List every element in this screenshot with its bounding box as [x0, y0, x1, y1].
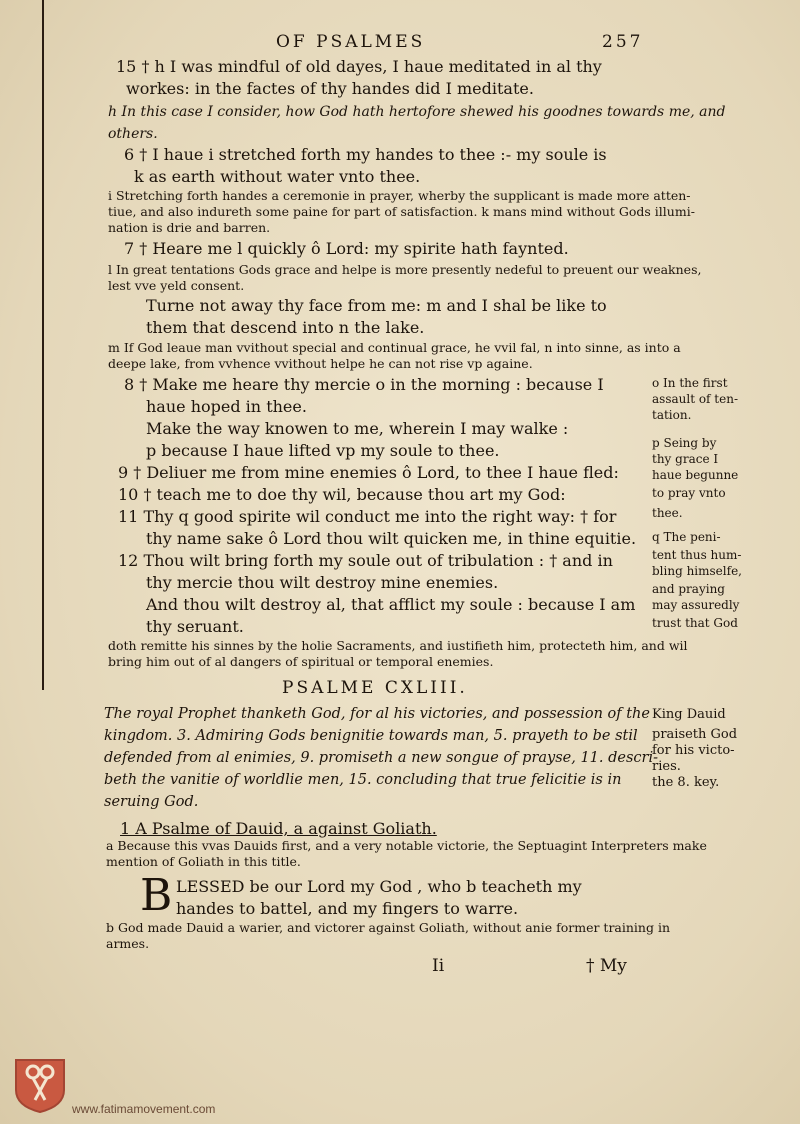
- annotation: a Because this vvas Dauids first, and a very notable victorie, the Septuagint Interpreters make: [106, 838, 707, 853]
- margin-note: may assuredly: [652, 598, 740, 612]
- verse-11: 11 Thy q good spirite wil conduct me into the right way: † for: [118, 507, 617, 526]
- verse-line: thy name sake ô Lord thou wilt quicken me, in thine equitie.: [146, 529, 637, 548]
- annotation: h In this case I consider, how God hath hertofore shewed his goodnes towards me, and: [108, 104, 726, 120]
- annotation: bring him out of al dangers of spiritual or temporal enemies.: [108, 654, 494, 669]
- margin-note: and praying: [652, 582, 725, 596]
- verse-8: 8 † Make me heare thy mercie o in the morning : because I: [124, 375, 604, 394]
- verse-6: 6 † I haue i stretched forth my handes to thee :- my soule is: [124, 145, 607, 164]
- margin-note: bling himselfe,: [652, 564, 742, 578]
- verse-1: LESSED be our Lord my God , who b teacheth my: [176, 877, 582, 896]
- margin-note: p Seing by: [652, 436, 717, 450]
- watermark-url[interactable]: www.fatimamovement.com: [72, 1102, 216, 1116]
- margin-note: for his victo-: [652, 743, 735, 758]
- annotation: m If God leaue man vvithout special and continual grace, he vvil fal, n into sinne, as into a: [108, 340, 681, 355]
- verse-line: k as earth without water vnto thee.: [134, 167, 421, 186]
- margin-note: q The peni-: [652, 530, 721, 544]
- margin-note: to pray vnto: [652, 486, 726, 500]
- verse-line: them that descend into n the lake.: [146, 318, 425, 337]
- page-number: 257: [602, 32, 644, 52]
- annotation: doth remitte his sinnes by the holie Sacraments, and iustifieth him, protecteth him, and wil: [108, 638, 688, 653]
- verse-line: thy seruant.: [146, 617, 244, 636]
- argument: kingdom. 3. Admiring Gods benignitie towards man, 5. prayeth to be stil: [104, 728, 638, 744]
- annotation: armes.: [106, 936, 150, 951]
- verse-line: handes to battel, and my fingers to warre.: [176, 899, 519, 918]
- verse-line: Turne not away thy face from me: m and I shal be like to: [146, 296, 607, 315]
- argument: The royal Prophet thanketh God, for al his victories, and possession of the: [104, 706, 650, 722]
- verse-7: 7 † Heare me l quickly ô Lord: my spirite hath faynted.: [124, 239, 569, 258]
- margin-note: o In the first: [652, 376, 728, 390]
- psalm-title: 1 A Psalme of Dauid, a against Goliath.: [120, 819, 437, 838]
- verse-12: 12 Thou wilt bring forth my soule out of tribulation : † and in: [118, 551, 613, 570]
- margin-note: tation.: [652, 408, 692, 422]
- psalm-heading: PSALME CXLIII.: [282, 678, 468, 698]
- annotation: tiue, and also indureth some paine for part of satisfaction. k mans mind without Gods illumi-: [108, 204, 695, 219]
- annotation: mention of Goliath in this title.: [106, 854, 301, 869]
- annotation: others.: [108, 126, 158, 142]
- annotation: l In great tentations Gods grace and helpe is more presently nedeful to preuent our weaknes,: [108, 262, 702, 277]
- margin-note: haue begunne: [652, 468, 739, 482]
- verse-line: thy mercie thou wilt destroy mine enemies.: [146, 573, 499, 592]
- verse-line: And thou wilt destroy al, that afflict my soule : because I am: [146, 595, 636, 614]
- running-head: OF PSALMES: [276, 32, 426, 52]
- margin-note: thee.: [652, 506, 683, 520]
- drop-initial: B: [140, 870, 173, 921]
- argument: beth the vanitie of worldlie men, 15. concluding that true felicitie is in: [104, 772, 622, 788]
- margin-note: assault of ten-: [652, 392, 739, 406]
- annotation: b God made Dauid a warier, and victorer against Goliath, without anie former training in: [106, 920, 671, 935]
- argument: seruing God.: [104, 794, 199, 810]
- annotation: lest vve yeld consent.: [108, 278, 245, 293]
- annotation: deepe lake, from vvhence vvithout helpe he can not rise vp againe.: [108, 356, 533, 371]
- margin-note: thy grace I: [652, 452, 719, 466]
- margin-note: ries.: [652, 759, 681, 774]
- verse-line: workes: in the factes of thy handes did I meditate.: [126, 79, 534, 98]
- verse-9: 9 † Deliuer me from mine enemies ô Lord, to thee I haue fled:: [118, 463, 619, 482]
- margin-note: the 8. key.: [652, 775, 720, 790]
- verse-15: 15 † h I was mindful of old dayes, I haue meditated in al thy: [116, 57, 602, 76]
- margin-note: praiseth God: [652, 727, 738, 742]
- left-rule: [42, 0, 44, 690]
- verse-line: haue hoped in thee.: [146, 397, 307, 416]
- argument: defended from al enimies, 9. promiseth a new songue of prayse, 11. descri-: [104, 750, 659, 766]
- signature-mark: Ii: [432, 956, 445, 976]
- catchword: † My: [586, 956, 627, 976]
- verse-line: Make the way knowen to me, wherein I may walke :: [146, 419, 569, 438]
- watermark-logo-icon: [12, 1056, 68, 1118]
- margin-note: trust that God: [652, 616, 738, 630]
- margin-note: King Dauid: [652, 707, 726, 722]
- annotation: i Stretching forth handes a ceremonie in prayer, wherby the supplicant is made more atten-: [108, 188, 691, 203]
- verse-10: 10 † teach me to doe thy wil, because thou art my God:: [118, 485, 566, 504]
- margin-note: tent thus hum-: [652, 548, 742, 562]
- annotation: nation is drie and barren.: [108, 220, 271, 235]
- verse-line: p because I haue lifted vp my soule to thee.: [146, 441, 500, 460]
